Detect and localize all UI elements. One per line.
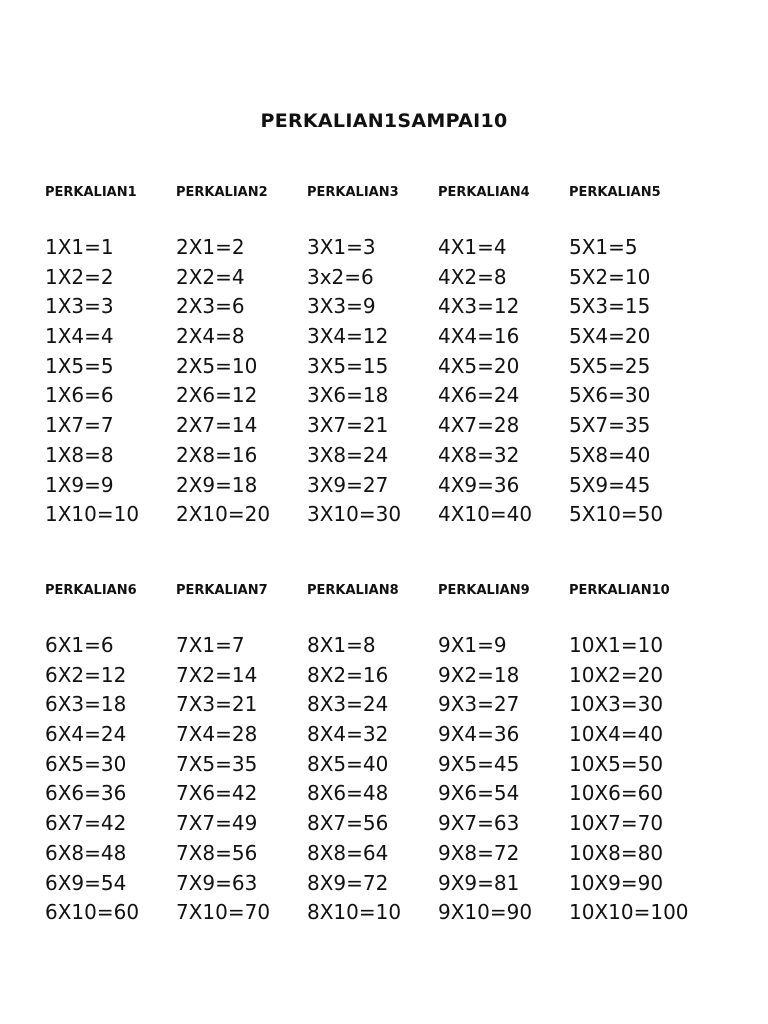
list-item: 9X1=9 — [438, 633, 507, 657]
list-item: 10X2=20 — [569, 662, 664, 687]
list-item: 8X4=32 — [307, 722, 389, 747]
list-item: 10X7=70 — [569, 811, 664, 836]
list-item: 7X2=14 — [176, 662, 258, 687]
list-item: 1X10=10 — [45, 502, 140, 527]
list-item: 2X8=16 — [176, 442, 258, 467]
list-item: 6X8=48 — [45, 840, 127, 865]
list-item: 8X7=56 — [307, 811, 389, 836]
list-item: 7X10=70 — [176, 900, 271, 925]
list-item: 5X2=10 — [569, 264, 651, 289]
list-item: 4X6=24 — [438, 383, 520, 408]
list-item: 3X5=15 — [307, 353, 389, 378]
list-item: 1X1=1 — [45, 235, 114, 259]
list-item: 4X8=32 — [438, 442, 520, 467]
list-item: 5X5=25 — [569, 353, 651, 378]
list-item: 6X4=24 — [45, 722, 127, 747]
list-item: 10X3=30 — [569, 692, 664, 717]
list-item: 5X9=45 — [569, 472, 651, 497]
list-item: 5X10=50 — [569, 502, 664, 527]
column-perkalian-2 — [176, 183, 307, 530]
list-item: 10X9=90 — [569, 870, 664, 895]
list-item: 3X8=24 — [307, 442, 389, 467]
list-item: 9X6=54 — [438, 781, 520, 806]
list-item: 2X9=18 — [176, 472, 258, 497]
list-item: 4X10=40 — [438, 502, 533, 527]
list-item: 4X3=12 — [438, 294, 520, 319]
list-item: 2X2=4 — [176, 264, 245, 289]
list-item: 4X2=8 — [438, 264, 507, 289]
list-item: 1X7=7 — [45, 413, 114, 438]
list-item: 7X5=35 — [176, 751, 258, 776]
list-item: 5X8=40 — [569, 442, 651, 467]
list-item: 3X10=30 — [307, 502, 402, 527]
list-item: 7X4=28 — [176, 722, 258, 747]
list-item: 2X1=2 — [176, 235, 245, 259]
list-item: 1X9=9 — [45, 472, 114, 497]
column-perkalian-6 — [45, 581, 176, 928]
list-item: 2X10=20 — [176, 502, 271, 527]
list-item: 5X3=15 — [569, 294, 651, 319]
list-item: 2X3=6 — [176, 294, 245, 319]
list-item: 2X5=10 — [176, 353, 258, 378]
list-item: 4X5=20 — [438, 353, 520, 378]
list-item: 8X9=72 — [307, 870, 389, 895]
list-item: 9X8=72 — [438, 840, 520, 865]
list-item: 10X6=60 — [569, 781, 664, 806]
list-item: 1X4=4 — [45, 324, 114, 349]
list-item: 7X7=49 — [176, 811, 258, 836]
list-item: 8X1=8 — [307, 633, 376, 657]
page-title: PERKALIAN1SAMPAI10 — [260, 110, 508, 132]
column-perkalian-4 — [438, 183, 569, 530]
list-item: 8X3=24 — [307, 692, 389, 717]
list-item: 2X7=14 — [176, 413, 258, 438]
list-item: 10X10=100 — [569, 900, 689, 925]
table-section-6-10 — [45, 581, 745, 928]
list-item: 2X6=12 — [176, 383, 258, 408]
column-perkalian-3 — [307, 183, 438, 530]
list-item: 6X5=30 — [45, 751, 127, 776]
list-item: 3X6=18 — [307, 383, 389, 408]
list-item: 8X6=48 — [307, 781, 389, 806]
column-perkalian-1 — [45, 183, 176, 530]
list-item: 7X1=7 — [176, 633, 245, 657]
list-item: 1X2=2 — [45, 264, 114, 289]
list-item: 8X10=10 — [307, 900, 402, 925]
column-header: PERKALIAN10 — [569, 583, 670, 598]
list-item: 6X10=60 — [45, 900, 140, 925]
list-item: 10X1=10 — [569, 633, 664, 657]
column-perkalian-9 — [438, 581, 569, 928]
list-item: 10X4=40 — [569, 722, 664, 747]
list-item: 9X4=36 — [438, 722, 520, 747]
list-item: 3X1=3 — [307, 235, 376, 259]
column-header: PERKALIAN9 — [438, 583, 530, 598]
list-item: 1X3=3 — [45, 294, 114, 319]
list-item: 6X1=6 — [45, 633, 114, 657]
list-item: 10X5=50 — [569, 751, 664, 776]
list-item: 9X2=18 — [438, 662, 520, 687]
list-item: 8X2=16 — [307, 662, 389, 687]
list-item: 6X2=12 — [45, 662, 127, 687]
column-header: PERKALIAN4 — [438, 185, 530, 200]
column-header: PERKALIAN1 — [45, 185, 137, 200]
list-item: 5X6=30 — [569, 383, 651, 408]
list-item: 10X8=80 — [569, 840, 664, 865]
list-item: 8X8=64 — [307, 840, 389, 865]
column-header: PERKALIAN7 — [176, 583, 268, 598]
list-item: 9X5=45 — [438, 751, 520, 776]
column-header: PERKALIAN6 — [45, 583, 137, 598]
list-item: 6X3=18 — [45, 692, 127, 717]
list-item: 9X10=90 — [438, 900, 533, 925]
column-perkalian-7 — [176, 581, 307, 928]
column-perkalian-5 — [569, 183, 700, 530]
list-item: 9X7=63 — [438, 811, 520, 836]
column-perkalian-10 — [569, 581, 700, 928]
list-item: 4X7=28 — [438, 413, 520, 438]
list-item: 7X8=56 — [176, 840, 258, 865]
list-item: 6X6=36 — [45, 781, 127, 806]
list-item: 1X6=6 — [45, 383, 114, 408]
list-item: 3X3=9 — [307, 294, 376, 319]
list-item: 4X4=16 — [438, 324, 520, 349]
column-header: PERKALIAN2 — [176, 185, 268, 200]
list-item: 1X8=8 — [45, 442, 114, 467]
list-item: 2X4=8 — [176, 324, 245, 349]
list-item: 9X3=27 — [438, 692, 520, 717]
list-item: 7X6=42 — [176, 781, 258, 806]
list-item: 5X1=5 — [569, 235, 638, 259]
list-item: 3X9=27 — [307, 472, 389, 497]
column-header: PERKALIAN8 — [307, 583, 399, 598]
column-header: PERKALIAN5 — [569, 185, 661, 200]
list-item: 5X4=20 — [569, 324, 651, 349]
list-item: 3x2=6 — [307, 264, 374, 289]
list-item: 4X1=4 — [438, 235, 507, 259]
table-section-1-5 — [45, 183, 745, 530]
list-item: 3X4=12 — [307, 324, 389, 349]
list-item: 7X3=21 — [176, 692, 258, 717]
list-item: 6X7=42 — [45, 811, 127, 836]
column-perkalian-8 — [307, 581, 438, 928]
list-item: 5X7=35 — [569, 413, 651, 438]
list-item: 6X9=54 — [45, 870, 127, 895]
list-item: 7X9=63 — [176, 870, 258, 895]
list-item: 4X9=36 — [438, 472, 520, 497]
list-item: 1X5=5 — [45, 353, 114, 378]
list-item: 3X7=21 — [307, 413, 389, 438]
list-item: 9X9=81 — [438, 870, 520, 895]
column-header: PERKALIAN3 — [307, 185, 399, 200]
list-item: 8X5=40 — [307, 751, 389, 776]
